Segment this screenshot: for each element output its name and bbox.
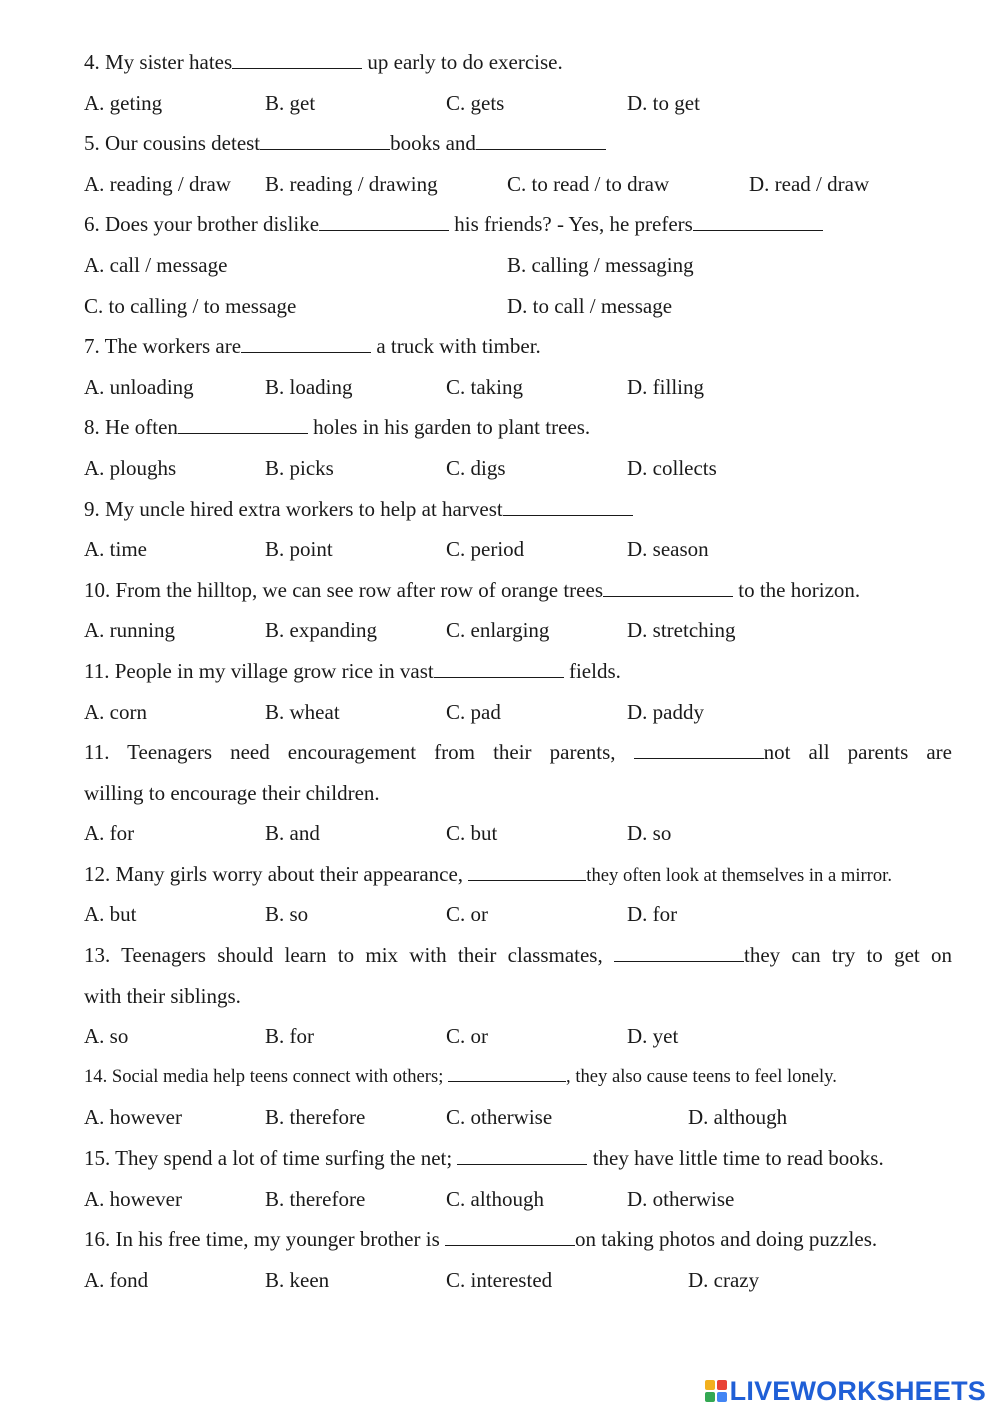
answer-blank[interactable] xyxy=(445,1228,575,1246)
option-c[interactable]: C. to read / to draw xyxy=(507,171,670,196)
options-row xyxy=(84,1097,952,1138)
question-stem: 16. In his free time, my younger brother is on taking photos and doing puzzles. xyxy=(84,1227,878,1252)
option-d[interactable]: D. although xyxy=(688,1105,788,1130)
answer-blank[interactable] xyxy=(614,944,744,962)
answer-blank[interactable] xyxy=(693,213,823,231)
question-stem-continued: willing to encourage their children. xyxy=(84,780,380,805)
option-b[interactable]: B. so xyxy=(265,902,309,927)
option-c[interactable]: C. taking xyxy=(446,374,523,399)
question-stem: 14. Social media help teens connect with others; , they also cause teens to feel lonely. xyxy=(84,1065,837,1087)
answer-blank[interactable] xyxy=(319,213,449,231)
option-a[interactable]: A. geting xyxy=(84,90,163,115)
worksheet xyxy=(84,42,952,1300)
liveworksheets-logo xyxy=(705,1376,986,1406)
option-d[interactable]: D. otherwise xyxy=(627,1186,735,1211)
option-b[interactable]: B. point xyxy=(265,537,333,562)
option-a[interactable]: A. ploughs xyxy=(84,455,177,480)
answer-blank[interactable] xyxy=(476,132,606,150)
options-row xyxy=(84,610,952,651)
option-d[interactable]: D. to get xyxy=(627,90,700,115)
answer-blank[interactable] xyxy=(468,863,586,881)
options-row xyxy=(84,1179,952,1220)
options-row xyxy=(84,164,952,205)
option-d[interactable]: D. paddy xyxy=(627,699,704,724)
option-b[interactable]: B. picks xyxy=(265,455,334,480)
logo-text: LIVEWORKSHEETS xyxy=(729,1375,986,1406)
option-d[interactable]: D. to call / message xyxy=(507,293,673,318)
options-row xyxy=(84,245,952,286)
question-stem: 11. People in my village grow rice in vast fields. xyxy=(84,658,621,683)
option-c[interactable]: C. pad xyxy=(446,699,501,724)
option-a[interactable]: A. call / message xyxy=(84,252,228,277)
option-c[interactable]: C. period xyxy=(446,537,525,562)
option-d[interactable]: D. crazy xyxy=(688,1267,760,1292)
option-b[interactable]: B. keen xyxy=(265,1267,330,1292)
answer-blank[interactable] xyxy=(603,579,733,597)
option-c[interactable]: C. or xyxy=(446,1024,488,1049)
option-b[interactable]: B. therefore xyxy=(265,1105,366,1130)
option-c[interactable]: C. otherwise xyxy=(446,1105,553,1130)
question-stem: 11. Teenagers need encouragement from their parents, not all parents are xyxy=(84,740,952,765)
answer-blank[interactable] xyxy=(457,1147,587,1165)
option-c[interactable]: C. enlarging xyxy=(446,618,550,643)
options-row xyxy=(84,692,952,733)
option-c[interactable]: C. although xyxy=(446,1186,544,1211)
answer-blank[interactable] xyxy=(634,741,764,759)
options-row xyxy=(84,448,952,489)
option-d[interactable]: D. season xyxy=(627,537,709,562)
option-b[interactable]: B. reading / drawing xyxy=(265,171,438,196)
option-c[interactable]: C. or xyxy=(446,902,488,927)
option-c[interactable]: C. gets xyxy=(446,90,505,115)
option-d[interactable]: D. read / draw xyxy=(749,171,870,196)
option-b[interactable]: B. therefore xyxy=(265,1186,366,1211)
option-b[interactable]: B. get xyxy=(265,90,316,115)
question-stem: 7. The workers are a truck with timber. xyxy=(84,334,541,359)
answer-blank[interactable] xyxy=(241,335,371,353)
option-b[interactable]: B. and xyxy=(265,821,320,846)
option-b[interactable]: B. wheat xyxy=(265,699,340,724)
answer-blank[interactable] xyxy=(448,1064,566,1082)
question-stem: 4. My sister hates up early to do exercise. xyxy=(84,50,563,74)
option-b[interactable]: B. for xyxy=(265,1024,314,1049)
option-d[interactable]: D. stretching xyxy=(627,618,736,643)
options-row xyxy=(84,1016,952,1057)
question-stem: 8. He often holes in his garden to plant trees. xyxy=(84,415,591,440)
option-b[interactable]: B. loading xyxy=(265,374,353,399)
options-row xyxy=(84,894,952,935)
question-stem: 12. Many girls worry about their appearance, they often look at themselves in a mirror. xyxy=(84,861,892,886)
option-a[interactable]: A. fond xyxy=(84,1267,149,1292)
answer-blank[interactable] xyxy=(232,51,362,69)
option-d[interactable]: D. collects xyxy=(627,455,717,480)
question-stem: 9. My uncle hired extra workers to help at harvest xyxy=(84,489,952,530)
question-stem: 6. Does your brother dislike his friends? - Yes, he prefers xyxy=(84,204,952,245)
question-stem: 5. Our cousins detest books and xyxy=(84,123,952,164)
answer-blank[interactable] xyxy=(260,132,390,150)
options-row xyxy=(84,286,952,327)
option-a[interactable]: A. however xyxy=(84,1105,182,1130)
option-d[interactable]: D. so xyxy=(627,821,672,846)
question-stem: 13. Teenagers should learn to mix with their classmates, they can try to get on xyxy=(84,943,953,968)
option-c[interactable]: C. to calling / to message xyxy=(84,293,297,318)
option-d[interactable]: D. filling xyxy=(627,374,704,399)
option-a[interactable]: A. corn xyxy=(84,699,147,724)
option-a[interactable]: A. for xyxy=(84,821,135,846)
option-b[interactable]: B. expanding xyxy=(265,618,377,643)
logo-mark-icon xyxy=(705,1380,727,1402)
options-row xyxy=(84,813,952,854)
question-stem: 15. They spend a lot of time surfing the net; they have little time to read books. xyxy=(84,1146,884,1171)
option-a[interactable]: A. however xyxy=(84,1186,182,1211)
option-a[interactable]: A. unloading xyxy=(84,374,194,399)
options-row xyxy=(84,529,952,570)
options-row xyxy=(84,367,952,408)
option-c[interactable]: C. but xyxy=(446,821,498,846)
option-a[interactable]: A. time xyxy=(84,537,147,562)
option-c[interactable]: C. interested xyxy=(446,1267,553,1292)
option-c[interactable]: C. digs xyxy=(446,455,506,480)
option-d[interactable]: D. for xyxy=(627,902,678,927)
options-row xyxy=(84,1260,952,1301)
option-a[interactable]: A. but xyxy=(84,902,137,927)
question-stem: 10. From the hilltop, we can see row after row of orange trees to the horizon. xyxy=(84,577,861,602)
option-d[interactable]: D. yet xyxy=(627,1024,679,1049)
answer-blank[interactable] xyxy=(503,498,633,516)
answer-blank[interactable] xyxy=(178,416,308,434)
option-a[interactable]: A. so xyxy=(84,1024,129,1049)
option-a[interactable]: A. running xyxy=(84,618,175,643)
option-b[interactable]: B. calling / messaging xyxy=(507,252,694,277)
option-a[interactable]: A. reading / draw xyxy=(84,171,231,196)
options-row xyxy=(84,83,952,124)
question-stem-continued: with their siblings. xyxy=(84,983,241,1008)
answer-blank[interactable] xyxy=(434,660,564,678)
